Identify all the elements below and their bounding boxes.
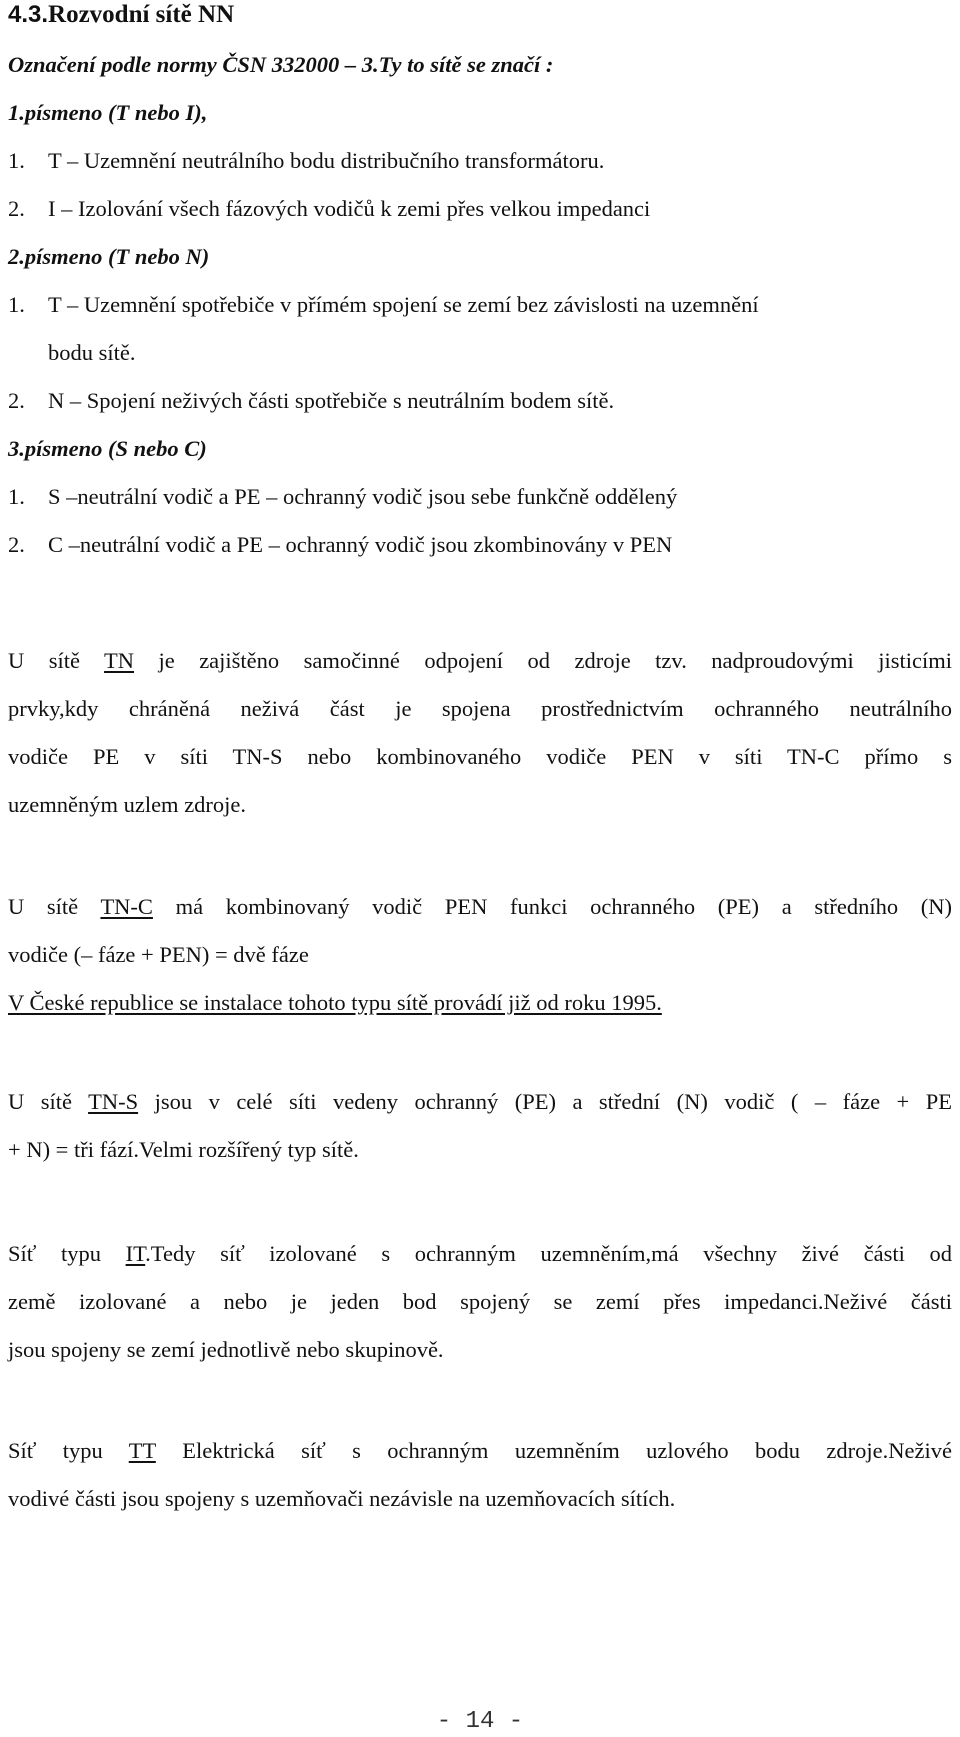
term-it: IT xyxy=(125,1241,146,1266)
term-tn: TN xyxy=(104,648,135,673)
section-heading xyxy=(8,0,234,30)
term-tns: TN-S xyxy=(88,1089,139,1114)
list-item: 1. T – Uzemnění neutrálního bodu distribučního transformátoru. xyxy=(8,148,605,173)
list-item-continuation: bodu sítě. xyxy=(48,340,136,365)
section-number: 4.3. xyxy=(8,1,49,28)
group-3-title: 3.písmeno (S nebo C) xyxy=(8,436,207,461)
term-tt: TT xyxy=(128,1438,156,1463)
list-item: 2. C –neutrální vodič a PE – ochranný vodič jsou zkombinovány v PEN xyxy=(8,532,673,557)
list-item: 2. N – Spojení neživých části spotřebiče s neutrálním bodem sítě. xyxy=(8,388,615,413)
intro-text: Označení podle normy ČSN 332000 – 3.Ty to sítě se značí : xyxy=(8,52,554,77)
group-1-title: 1.písmeno (T nebo I), xyxy=(8,100,208,125)
page-number: - 14 - xyxy=(436,1708,524,1735)
list-item: 1. S –neutrální vodič a PE – ochranný vodič jsou sebe funkčně oddělený xyxy=(8,484,678,509)
group-2-title: 2.písmeno (T nebo N) xyxy=(8,244,210,269)
term-tnc: TN-C xyxy=(100,894,153,919)
list-item: 1. T – Uzemnění spotřebiče v přímém spojení se zemí bez závislosti na uzemnění xyxy=(8,292,759,317)
list-item: 2. I – Izolování všech fázových vodičů k zemi přes velkou impedanci xyxy=(8,196,651,221)
section-title: Rozvodní sítě NN xyxy=(48,1,235,28)
czech-republic-note: V České republice se instalace tohoto typu sítě provádí již od roku 1995. xyxy=(8,990,662,1015)
